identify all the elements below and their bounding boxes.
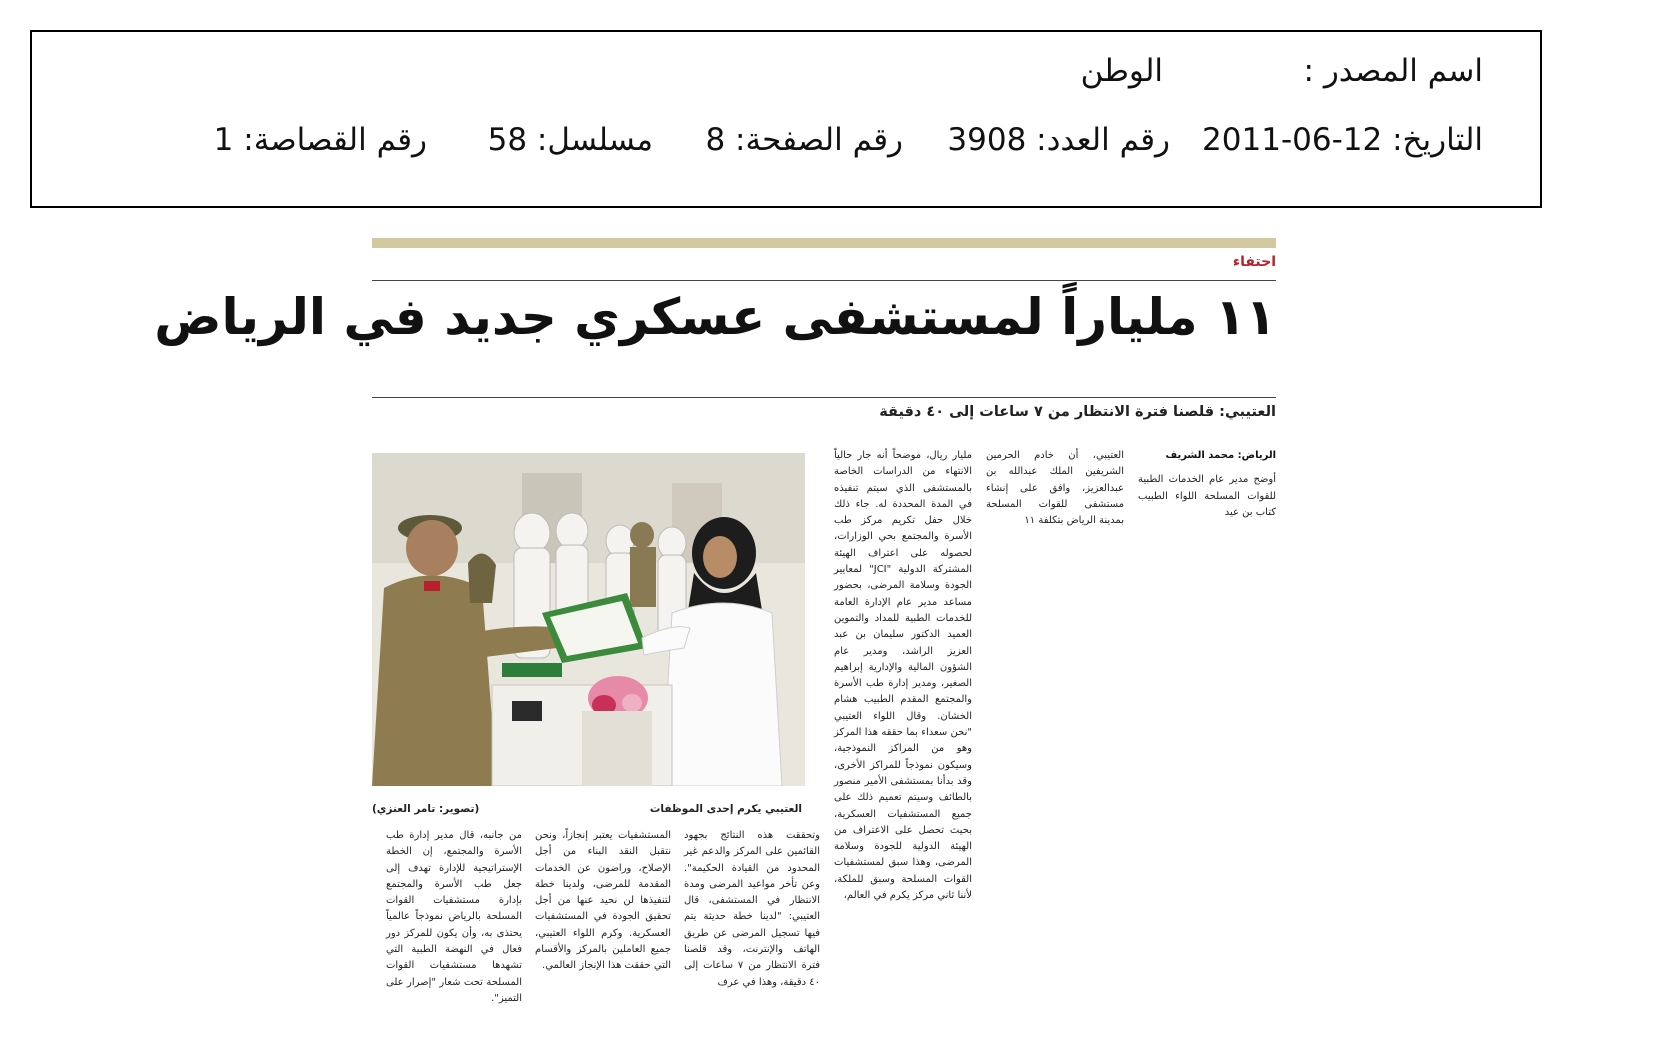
divider xyxy=(372,280,1276,281)
section-label: احتفاء xyxy=(1232,254,1276,270)
headline: ١١ ملياراً لمستشفى عسكري جديد في الرياض xyxy=(154,288,1276,346)
byline: الرياض: محمد الشريف xyxy=(1165,450,1276,461)
page-field: رقم الصفحة: 8 xyxy=(705,122,903,158)
article-column-5: المستشفيات يعتبر إنجازاً، ونحن نتقبل النقد البناء من أجل الإصلاح، وراضون عن الخدمات المقدمة للمرضى، ولدينا خطة لتنفيذها لن نحيد عنها من أجل تحقيق الجودة في المستشفيات العسكرية. وكرم اللواء العتيبي، جميع العاملين بالمركز والأقسام التي حققت هذا الإنجاز العالمي. xyxy=(535,830,671,972)
ceremony-photo-illustration xyxy=(372,453,805,786)
article-column-4: وتحققت هذه النتائج بجهود القائمين على المركز والدعم غير المحدود من القيادة الحكيمة". وعن تأخر مواعيد المرضى ومدة الانتظار في المستشفى، قال العتيبي: "لدينا خطة حديثة يتم فيها تسجيل المرضى عن طريق الهاتف والإنترنت، وقد قلصنا فترة الانتظار من ٧ ساعات إلى ٤٠ دقيقة، وهذا في عرف xyxy=(684,830,820,988)
issue-field: رقم العدد: 3908 xyxy=(947,122,1170,158)
article-column-2: العتيبي، أن خادم الحرمين الشريفين الملك عبدالله بن عبدالعزيز، وافق على إنشاء مستشفى للقوات المسلحة بمدينة الرياض بتكلفة ١١ xyxy=(986,450,1124,527)
article-column-6: من جانبه، قال مدير إدارة طب الأسرة والمجتمع، إن الخطة الإستراتيجية للإدارة تهدف إلى جعل طب الأسرة والمجتمع بإدارة مستشفيات القوات المسلحة بالرياض نموذجاً عالمياً يحتذى به، وأن يكون للمركز دور فعال في النهضة الطبية التي تشهدها مستشفيات القوات المسلحة تحت شعار "إصرار على التميز". xyxy=(386,830,522,1004)
newspaper-clipping xyxy=(154,238,1276,1028)
photo-credit: (تصوير: تامر العنزي) xyxy=(372,803,480,815)
divider xyxy=(372,397,1276,398)
date-field: التاريخ: 12-06-2011 xyxy=(1202,122,1483,158)
article-column-3: مليار ريال، موضحاً أنه جار حالياً الانتهاء من الدراسات الخاصة بالمستشفى الذي سيتم تنفيذه في المدة المحددة له. جاء ذلك خلال حفل تكريم مركز طب الأسرة والمجتمع بحي الوزارات، لحصوله على اعتراف الهيئة المشتركة الدولية "JCI" لمعايير الجودة وسلامة المرضى، بحضور مساعد مدير عام الإدارة العامة للخدمات الطبية للمداد والتموين العميد الدكتور سليمان بن عبد العزيز الراشد، ومدير عام الشؤون المالية والإدارية إبراهيم الصغير، ومدير إدارة طب الأسرة والمجتمع المقدم الطبيب هشام الخشان. وقال اللواء العتيبي "نحن سعداء بما حققه هذا المركز وهو من المراكز النموذجية، وسيكون نموذجاً للمراكز الأخرى، وقد بدأنا بمستشفى الأمير منصور بالطائف وسيتم تعميم ذلك على جميع المستشفيات العسكرية، بحيث تحصل على الاعتراف من الهيئة الدولية للجودة وسلامة المرضى، وهذا سبق لمستشفيات القوات المسلحة وسبق للملكة، لأننا ثاني مركز يكرم في العالم، xyxy=(834,450,972,902)
serial-field: مسلسل: 58 xyxy=(487,122,653,158)
clip-header-box xyxy=(30,30,1542,208)
photo-caption: العتيبي يكرم إحدى الموظفات xyxy=(649,803,802,815)
source-label: اسم المصدر : xyxy=(1303,53,1483,89)
article-photo xyxy=(372,453,805,786)
top-decorative-rule xyxy=(372,238,1276,248)
article-column-1 xyxy=(1138,448,1276,521)
subheadline: العتيبي: قلصنا فترة الانتظار من ٧ ساعات إلى ٤٠ دقيقة xyxy=(879,404,1276,420)
column-text: أوضح مدير عام الخدمات الطبية للقوات المسلحة اللواء الطبيب كتاب بن عيد xyxy=(1138,474,1276,518)
source-value: الوطن xyxy=(1080,53,1163,89)
clip-number-field: رقم القصاصة: 1 xyxy=(213,122,427,158)
